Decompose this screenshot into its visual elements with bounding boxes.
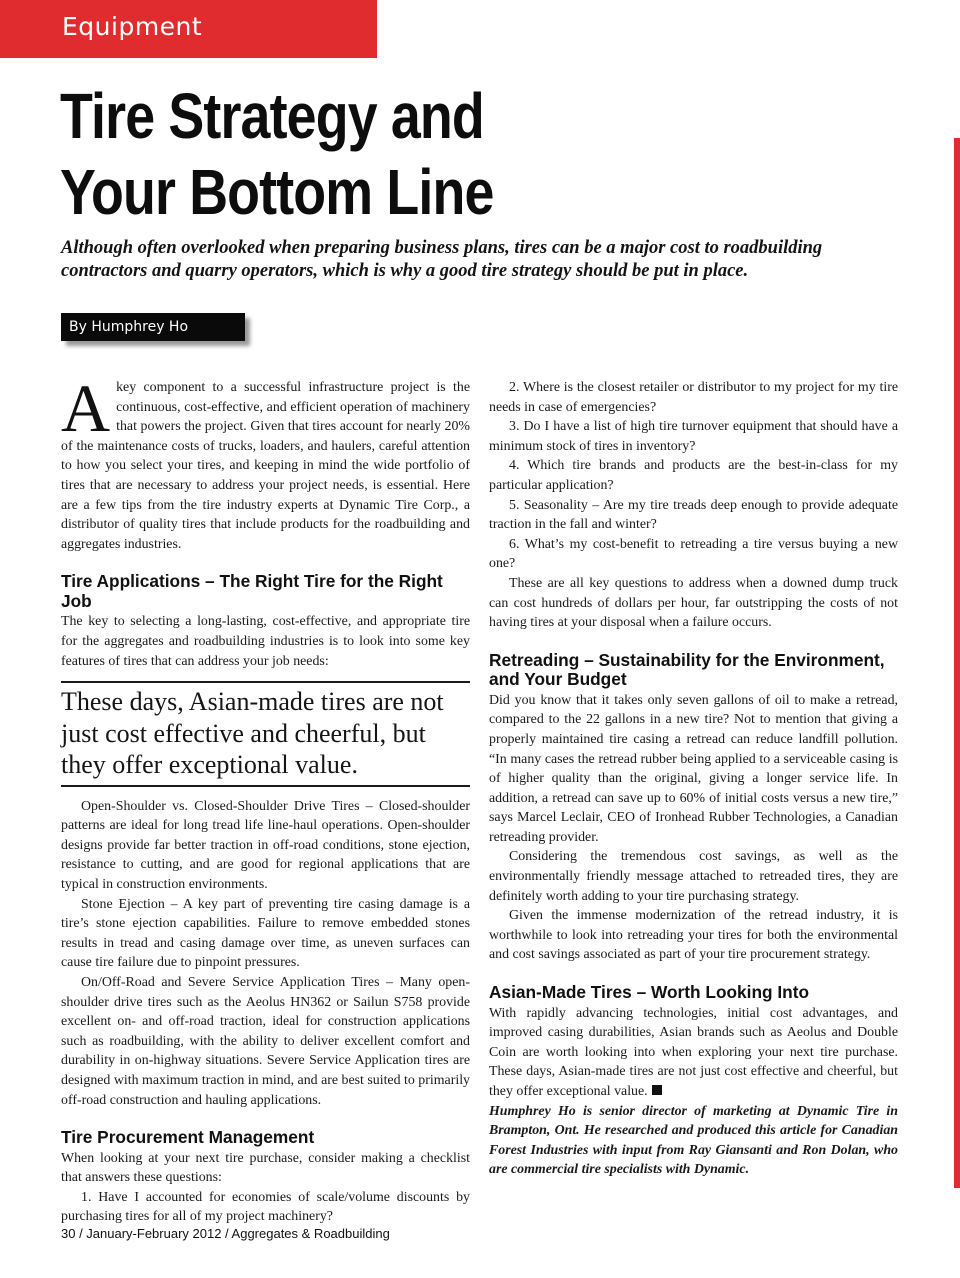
drop-cap: A xyxy=(61,370,111,446)
question-2: 2. Where is the closest retailer or distributor to my project for my tire needs in case of emergencies? xyxy=(489,380,898,415)
paragraph-retread-2: Considering the tremendous cost savings, as well as the environmentally friendly message attached to retreaded tires, they are definitely worth adding to your tire purchasing strategy. xyxy=(489,849,898,904)
left-column xyxy=(61,370,470,1227)
heading-retreading: Retreading – Sustainability for the Environment, and Your Budget xyxy=(489,649,885,690)
title-line-1: Tire Strategy and xyxy=(60,80,484,152)
paragraph-key-questions: These are all key questions to address when a downed dump truck can cost hundreds of dollars per hour, far outstripping the costs of not having tires at your disposal when a failure occurs. xyxy=(489,575,898,631)
paragraph-on-off-road: On/Off-Road and Severe Service Application Tires – Many open-shoulder drive tires such as the Aeolus HN362 or Sailun S758 provide excellent on- and off-road traction, ideal for construction applications such as roadbuilding, with the ability to deliver excellent comfort and durability in on-highway situations. Severe Service Application tires are designed with maximum traction in mind, and are best suited to primarily off-road construction and hauling applications. xyxy=(61,974,470,1108)
byline-box xyxy=(61,313,245,341)
author-bio: Humphrey Ho is senior director of marketing at Dynamic Tire in Brampton, Ont. He researched and produced this article for Canadian Forest Industries with input from Ray Giansanti and Ron Dolan, who are commercial tire specialists with Dynamic. xyxy=(489,1103,898,1178)
section-tab xyxy=(0,0,377,58)
question-6: 6. What’s my cost-benefit to retreading a tire versus buying a new one? xyxy=(489,536,898,572)
question-4: 4. Which tire brands and products are the best-in-class for my particular application? xyxy=(489,458,898,493)
paragraph-applications: The key to selecting a long-lasting, cost-effective, and appropriate tire for the aggregates and roadbuilding industries is to look into some key features of tires that can address your job needs: xyxy=(61,614,470,669)
asian-text: With rapidly advancing technologies, initial cost advantages, and improved casing durabilities, Asian brands such as Aeolus and Double Coin are worth looking into when exploring your next tire purchase. These days, Asian-made tires are not just cost effective and cheerful, but they offer exceptional value. xyxy=(489,1005,898,1099)
byline-text: By Humphrey Ho xyxy=(69,319,189,335)
paragraph-retread-1: Did you know that it takes only seven gallons of oil to make a retread, compared to the 22 gallons in a new tire? Not to mention that giving a properly maintained tire casing a retread can reduce landfill pollution. “In many cases the retread rubber being applied to a serviceable casing is of higher quality than the original, giving a longer service life. In addition, a retread can save up to 60% of initial costs versus a new tire,” says Marcel Leclair, CEO of Ironhead Rubber Technologies, a Canadian retreading provider. xyxy=(489,692,898,845)
page-edge-accent xyxy=(954,138,960,1188)
section-label: Equipment xyxy=(62,12,203,41)
title-line-2: Your Bottom Line xyxy=(60,156,494,228)
heading-tire-procurement: Tire Procurement Management xyxy=(61,1127,315,1148)
pull-quote: These days, Asian-made tires are not just cost effective and cheerful, but they offer exceptional value. xyxy=(61,681,470,787)
page-footer: 30 / January-February 2012 / Aggregates & Roadbuilding xyxy=(61,1226,390,1241)
heading-asian-made-tires: Asian-Made Tires – Worth Looking Into xyxy=(489,982,810,1003)
paragraph-asian xyxy=(489,1004,898,1102)
right-column xyxy=(489,378,898,1180)
intro-paragraph xyxy=(61,370,470,554)
question-3: 3. Do I have a list of high tire turnover equipment that should have a minimum stock of tires in inventory? xyxy=(489,419,898,454)
article-deck: Although often overlooked when preparing business plans, tires can be a major cost to roadbuilding contractors and quarry operators, which is why a good tire strategy should be put in place. xyxy=(61,238,823,281)
end-of-article-mark xyxy=(652,1085,662,1095)
paragraph-retread-3: Given the immense modernization of the retread industry, it is worthwhile to look into retreading your tires for both the environmental and cost savings associated as part of your tire procurement strategy. xyxy=(489,908,898,963)
intro-text: key component to a successful infrastructure project is the continuous, cost-effective, and efficient operation of machinery that powers the project. Given that tires account for nearly 20% of the maintenance costs of trucks, loaders, and haulers, careful attention to how you select your tires, and keeping in mind the wide portfolio of tires that are necessary to address your project needs, is essential. Here are a few tips from the tire industry experts at Dynamic Tire Corp., a distributor of quality tires that include products for the roadbuilding and aggregates industries. xyxy=(61,380,470,552)
article-title xyxy=(60,78,564,230)
paragraph-stone-ejection: Stone Ejection – A key part of preventing tire casing damage is a tire’s stone ejection capabilities. Failure to remove embedded stones results in tread and casing damage over time, as uneven surfaces can cause tire failure due to pinpoint pressures. xyxy=(61,896,470,971)
paragraph-procurement: When looking at your next tire purchase, consider making a checklist that answers these questions: xyxy=(61,1150,470,1186)
heading-tire-applications: Tire Applications – The Right Tire for the Right Job xyxy=(61,571,443,611)
paragraph-open-shoulder: Open-Shoulder vs. Closed-Shoulder Drive Tires – Closed-shoulder patterns are ideal for long tread life line-haul operations. Open-shoulder designs provide far better traction in off-road conditions, stone ejection, resistance to cutting, and are good for regional applications that are typical in construction environments. xyxy=(61,798,470,892)
question-5: 5. Seasonality – Are my tire treads deep enough to provide adequate traction in the fall and winter? xyxy=(489,497,898,533)
question-1: 1. Have I accounted for economies of scale/volume discounts by purchasing tires for all of my project machinery? xyxy=(61,1189,470,1225)
